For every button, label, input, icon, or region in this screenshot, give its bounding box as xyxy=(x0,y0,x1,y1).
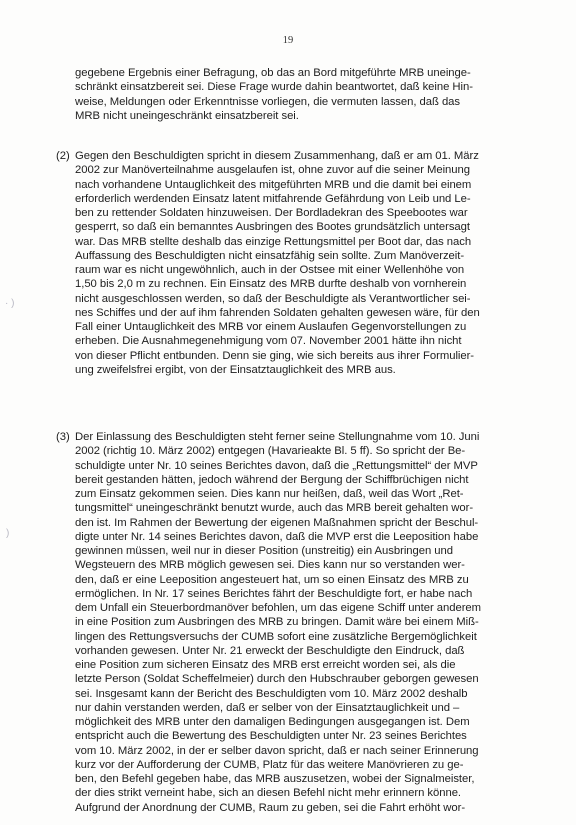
text-line: gewinnen müssen, weil nur in dieser Position (unstreitig) ein Ausbringen und xyxy=(75,545,454,557)
text-line: gesperrt, so daß ein bemanntes Ausbringen des Bootes grundsätzlich untersagt xyxy=(75,221,470,234)
text-line: erheben. Die Ausnahmegenehmigung vom 07. November 2001 hätte ihn nicht xyxy=(75,335,462,348)
text-line: erforderlich werdenden Einsatz latent mitfahrende Gefährdung von Leib und Le- xyxy=(75,192,471,205)
text-line: 2002 zur Manöverteilnahme ausgelaufen ist, ohne zuvor auf die seiner Meinung xyxy=(75,164,470,177)
text-line: in eine Position zum Ausbringen des MRB zu bringen. Damit wäre bei einem Miß- xyxy=(75,616,479,629)
text-line: Auffassung des Beschuldigten nicht einsatzfähig sein sollte. Zum Manöverzeit- xyxy=(75,249,465,262)
text-line: weise, Meldungen oder Erkenntnisse vorliegen, die vermuten lassen, daß das xyxy=(75,95,461,108)
text-line: vom 10. März 2002, in der er selber davon spricht, daß er nach seiner Erinnerung xyxy=(75,744,479,757)
text-line: kurz vor der Aufforderung der CUMB, Platz für das weitere Manövrieren zu ge- xyxy=(75,758,464,771)
text-line: dem Unfall ein Steuerbordmanöver befohlen, um das eigene Schiff unter anderem xyxy=(75,602,482,614)
text-line: möglichkeit des MRB unter den damaligen Bedingungen ausgegangen ist. Dem xyxy=(75,716,470,728)
paragraph-number-2: (2) xyxy=(56,150,70,162)
text-line: schuldigte unter Nr. 10 seines Berichtes davon, daß die „Rettungsmittel“ der MVP xyxy=(75,459,478,472)
text-line: Aufgrund der Anordnung der CUMB, Raum zu geben, sei die Fahrt erhöht wor- xyxy=(75,801,466,814)
text-line: sei. Insgesamt kann der Bericht des Beschuldigten vom 10. März 2002 deshalb xyxy=(75,687,468,700)
text-line: letzte Person (Soldat Scheffelmeier) durch den Hubschrauber geborgen gewesen xyxy=(75,673,479,686)
text-line: 1,50 bis 2,0 m zu rechnen. Ein Einsatz des MRB durfte deshalb von vornherein xyxy=(75,278,467,291)
paragraph-number-3: (3) xyxy=(56,431,70,443)
text-line: nicht ausgeschlossen werden, so daß der Beschuldigte als Verantwortlicher sei- xyxy=(75,292,471,305)
page-number: 19 xyxy=(282,35,294,46)
text-line: war. Das MRB stellte deshalb das einzige Rettungsmittel per Boot dar, das nach xyxy=(75,235,472,248)
text-line: lingen des Rettungsversuchs der CUMB sofort eine zusätzliche Bergemöglichkeit xyxy=(75,630,477,643)
text-line: zum Einsatz gekommen seien. Dies kann nur heißen, daß, weil das Wort „Ret- xyxy=(75,488,464,500)
text-line: gegebene Ergebnis einer Befragung, ob das an Bord mitgeführte MRB uneinge- xyxy=(75,67,471,79)
text-line: ben, den Befehl gegeben habe, das MRB auszusetzen, wobei der Signalmeister, xyxy=(75,773,475,785)
text-line: vorhanden gewesen. Unter Nr. 21 erweckt der Beschuldigte den Eindruck, daß xyxy=(75,644,465,657)
text-line: eine Position zum sicheren Einsatz des MRB erst erreicht worden sei, als die xyxy=(75,659,456,671)
text-line: nes Schiffes und der auf ihm fahrenden Soldaten gehalten gewesen wäre, für den xyxy=(75,306,480,319)
text-line: 2002 (richtig 10. März 2002) entgegen (Havarieakte Bl. 5 ff). So spricht der Be- xyxy=(75,445,466,458)
text-line: bereit gestanden hätten, jedoch während der Bergung der Schiffbrüchigen nicht xyxy=(75,473,469,486)
text-line: Wegsteuern des MRB möglich gewesen sei. Dies kann nur so verstanden wer- xyxy=(75,559,465,572)
paragraph-2 xyxy=(75,149,520,377)
text-line: ben zu rettender Soldaten hinzuweisen. Der Bordladekran des Speebootes war xyxy=(75,207,468,219)
text-line: tungsmittel“ uneingeschränkt benutzt wurde, auch das MRB bereit gehalten wor- xyxy=(75,502,474,515)
text-line: Der Einlassung des Beschuldigten steht ferner seine Stellungnahme vom 10. Juni xyxy=(75,431,480,443)
margin-mark: ) xyxy=(6,528,10,539)
text-line: entspricht auch die Bewertung des Beschuldigten unter Nr. 23 seines Berichtes xyxy=(75,730,467,743)
text-line: digte unter Nr. 14 seines Berichtes davon, daß die MVP erst die Leeposition habe xyxy=(75,530,479,543)
text-line: ung zweifelsfrei ergibt, von der Einsatztauglichkeit des MRB aus. xyxy=(75,363,396,376)
text-line: MRB nicht uneingeschränkt einsatzbereit sei. xyxy=(75,109,299,122)
paragraph-3 xyxy=(75,430,520,815)
text-line: nur dahin verstanden werden, daß er selber von der Einsatztauglichkeit und – xyxy=(75,701,460,714)
text-line: von dieser Pflicht entbunden. Denn sie ging, wie sich bereits aus ihrer Formulier- xyxy=(75,349,475,362)
margin-mark: · ) xyxy=(5,298,15,309)
text-line: nach vorhandene Untauglichkeit des mitgeführten MRB und die damit bei einem xyxy=(75,178,472,191)
text-line: der dies strikt verneint habe, sich an diesen Befehl nicht mehr erinnern könne. xyxy=(75,787,462,800)
text-line: schränkt einsatzbereit sei. Diese Frage wurde dahin beantwortet, daß keine Hin- xyxy=(75,81,473,94)
text-line: den, daß er eine Leeposition angesteuert hat, um so einen Einsatz des MRB zu xyxy=(75,573,469,586)
text-line: raum war es nicht ungewöhnlich, auch in der Ostsee mit einer Wellenhöhe von xyxy=(75,264,465,276)
paragraph-continued xyxy=(75,66,515,123)
text-line: Gegen den Beschuldigten spricht in diesem Zusammenhang, daß er am 01. März xyxy=(75,150,479,162)
text-line: ermöglichen. In Nr. 17 seines Berichtes fährt der Beschuldigte fort, er habe nach xyxy=(75,587,473,600)
text-line: den ist. Im Rahmen der Bewertung der eigenen Maßnahmen spricht der Beschul- xyxy=(75,516,479,529)
text-line: Fall einer Untauglichkeit des MRB vor einem Auslaufen Gegenvorstellungen zu xyxy=(75,321,467,333)
